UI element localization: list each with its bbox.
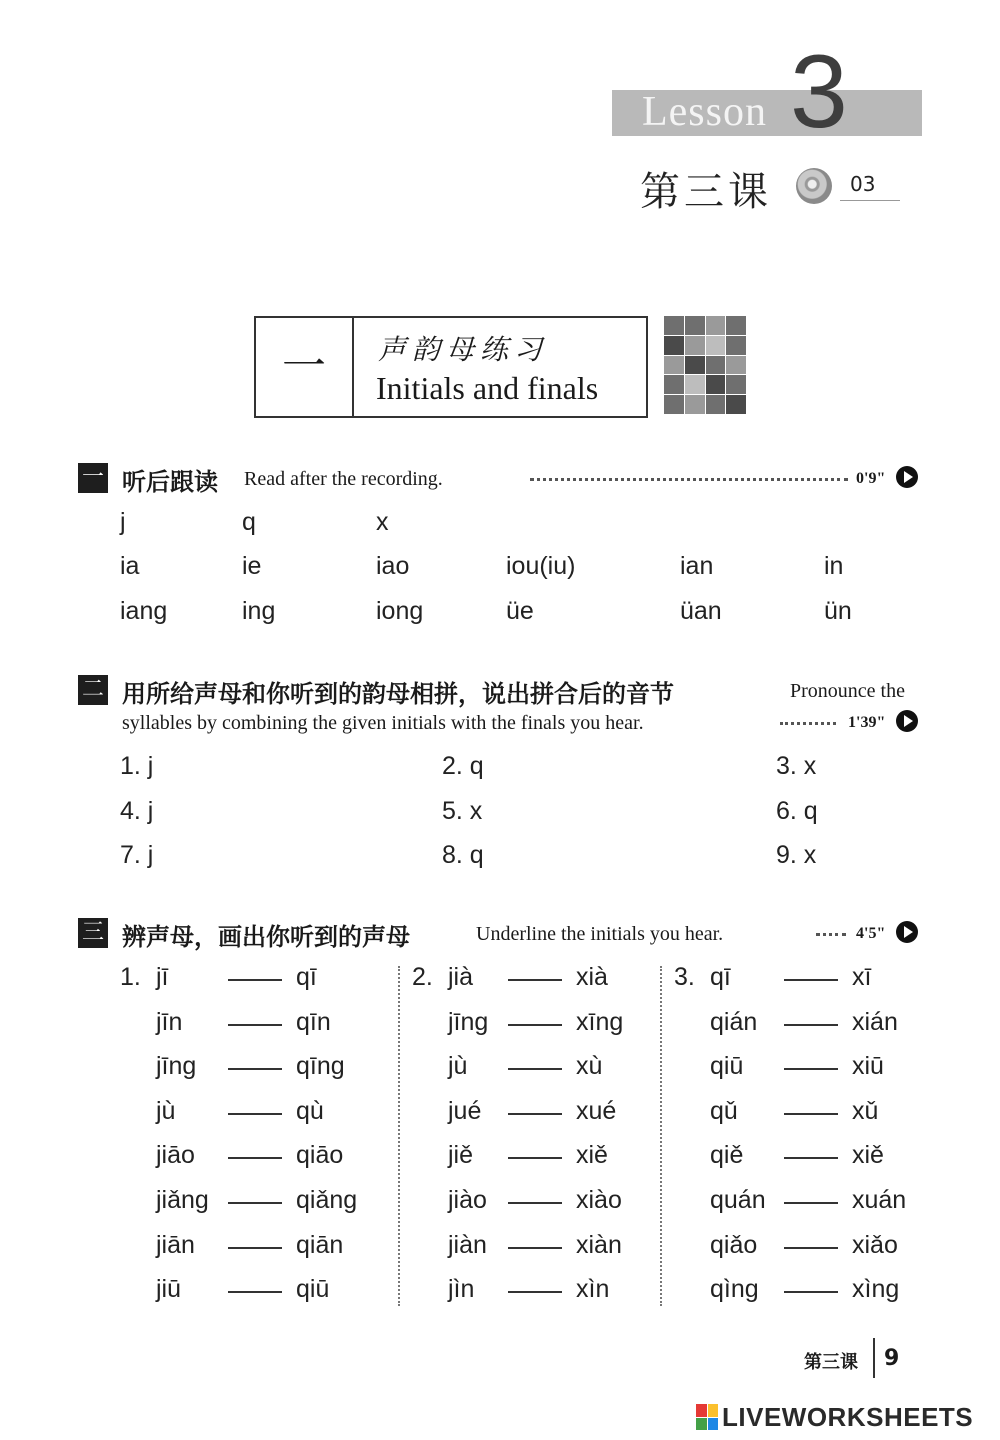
ex3-dash xyxy=(508,1291,562,1293)
ex2-item: 5. x xyxy=(442,797,483,825)
ex3-option-b: xiǎo xyxy=(852,1231,898,1259)
ex3-dash xyxy=(228,1113,282,1115)
ex3-dash xyxy=(228,1291,282,1293)
ex3-dash xyxy=(228,1247,282,1249)
ex3-option-b: xù xyxy=(576,1052,603,1080)
ex3-option-b: xué xyxy=(576,1097,617,1125)
ex1-sound: üan xyxy=(680,597,722,625)
audio-disc-icon xyxy=(796,168,832,204)
ex3-dash xyxy=(508,979,562,981)
ex3-option-a: jiǎng xyxy=(156,1186,209,1214)
footer-divider xyxy=(873,1338,875,1378)
ex3-option-a: jiào xyxy=(448,1186,487,1214)
ex1-sound: in xyxy=(824,552,844,580)
ex1-sound: iao xyxy=(376,552,410,580)
ex3-option-b: xǔ xyxy=(852,1097,879,1125)
ex3-option-b: xiū xyxy=(852,1052,884,1080)
ex3-option-b: xī xyxy=(852,963,872,991)
ex3-option-a: qián xyxy=(710,1008,758,1036)
ex2-item: 3. x xyxy=(776,752,817,780)
ex3-option-b: xiào xyxy=(576,1186,622,1214)
page-number: 9 xyxy=(884,1346,900,1371)
ex3-group-label: 2. xyxy=(412,963,433,991)
ex1-sound: ian xyxy=(680,552,714,580)
ex3-dash xyxy=(508,1157,562,1159)
ex2-title-cn: 用所给声母和你听到的韵母相拼，说出拼合后的音节 xyxy=(122,679,674,708)
ex2-item: 2. q xyxy=(442,752,484,780)
section-number: 一 xyxy=(282,341,326,392)
ex1-sound: x xyxy=(376,508,389,536)
ex1-sound: j xyxy=(120,508,126,536)
ex3-option-a: qī xyxy=(710,963,731,991)
ex2-title-en-1: Pronounce the xyxy=(790,680,905,702)
ex3-dash xyxy=(508,1113,562,1115)
lesson-title-cn: 第三课 xyxy=(640,169,772,215)
ex1-sound: ia xyxy=(120,552,140,580)
ex3-option-a: qìng xyxy=(710,1275,759,1303)
footer-lesson: 第三课 xyxy=(804,1352,858,1373)
ex3-dash xyxy=(784,1157,838,1159)
ex3-dash xyxy=(508,1202,562,1204)
ex3-option-b: xìng xyxy=(852,1275,900,1303)
ex3-dotted-leader xyxy=(816,933,846,936)
ex3-dash xyxy=(784,1113,838,1115)
ex3-dash xyxy=(228,1157,282,1159)
ex3-option-b: xìn xyxy=(576,1275,610,1303)
ex3-dash xyxy=(784,1247,838,1249)
ex3-option-a: jiān xyxy=(156,1231,195,1259)
ex3-option-b: qī xyxy=(296,963,317,991)
ex3-group-label: 3. xyxy=(674,963,695,991)
ex3-separator-1 xyxy=(398,966,400,1306)
ex3-dash xyxy=(784,1068,838,1070)
ex3-separator-2 xyxy=(660,966,662,1306)
ex3-option-a: jìn xyxy=(448,1275,475,1303)
ex2-item: 4. j xyxy=(120,797,154,825)
ex3-time: 4'5" xyxy=(856,925,886,942)
mosaic-tiles-icon xyxy=(664,316,746,414)
ex1-sound: üe xyxy=(506,597,534,625)
ex1-sound: iang xyxy=(120,597,168,625)
ex2-item: 1. j xyxy=(120,752,154,780)
ex3-dash xyxy=(784,979,838,981)
ex1-sound: q xyxy=(242,508,256,536)
ex1-title-en: Read after the recording. xyxy=(244,468,443,490)
ex3-dash xyxy=(228,1024,282,1026)
ex3-option-a: jué xyxy=(448,1097,482,1125)
ex3-option-b: qīng xyxy=(296,1052,345,1080)
ex3-option-a: jù xyxy=(448,1052,468,1080)
section-title-cn: 声韵母练习 xyxy=(378,333,549,366)
ex3-option-b: xuán xyxy=(852,1186,907,1214)
ex1-play-icon[interactable] xyxy=(896,466,918,488)
ex3-option-a: quán xyxy=(710,1186,766,1214)
ex1-sound: iou(iu) xyxy=(506,552,576,580)
ex1-dotted-leader xyxy=(530,478,848,481)
liveworksheets-watermark: LIVEWORKSHEETS xyxy=(722,1402,974,1432)
ex3-option-b: qù xyxy=(296,1097,324,1125)
ex2-badge: 二 xyxy=(78,675,108,705)
ex3-dash xyxy=(508,1247,562,1249)
ex3-dash xyxy=(784,1024,838,1026)
ex2-item: 7. j xyxy=(120,841,154,869)
ex3-option-b: xiàn xyxy=(576,1231,622,1259)
ex3-option-b: qiān xyxy=(296,1231,344,1259)
section-title-en: Initials and finals xyxy=(376,370,599,406)
ex3-dash xyxy=(508,1068,562,1070)
liveworksheets-logo-icon xyxy=(696,1404,718,1430)
ex3-option-a: jiě xyxy=(448,1141,474,1169)
ex3-option-b: qiū xyxy=(296,1275,330,1303)
ex1-sound: ing xyxy=(242,597,276,625)
ex3-option-b: xiě xyxy=(852,1141,884,1169)
ex2-item: 6. q xyxy=(776,797,818,825)
lesson-word: Lesson xyxy=(642,89,767,135)
ex3-option-a: jīng xyxy=(448,1008,489,1036)
ex1-sound: ün xyxy=(824,597,852,625)
ex3-play-icon[interactable] xyxy=(896,921,918,943)
ex3-dash xyxy=(784,1202,838,1204)
ex2-dotted-leader xyxy=(780,722,836,725)
ex3-dash xyxy=(228,1202,282,1204)
lesson-number: 3 xyxy=(790,34,848,150)
ex3-option-a: qiě xyxy=(710,1141,744,1169)
ex3-option-a: jiū xyxy=(156,1275,182,1303)
ex3-option-b: qiǎng xyxy=(296,1186,358,1214)
ex3-option-b: xián xyxy=(852,1008,898,1036)
ex3-badge: 三 xyxy=(78,918,108,948)
ex2-play-icon[interactable] xyxy=(896,710,918,732)
ex3-title-cn: 辨声母，画出你听到的声母 xyxy=(122,922,410,951)
ex2-time: 1'39" xyxy=(848,714,886,731)
ex3-option-a: jīn xyxy=(156,1008,183,1036)
ex2-title-en-2: syllables by combining the given initials with the finals you hear. xyxy=(122,712,644,734)
ex1-sound: ie xyxy=(242,552,262,580)
ex3-option-a: qǔ xyxy=(710,1097,738,1125)
ex3-option-a: jià xyxy=(448,963,474,991)
ex3-dash xyxy=(784,1291,838,1293)
ex3-option-a: qiū xyxy=(710,1052,744,1080)
ex3-option-b: xià xyxy=(576,963,608,991)
ex3-group-label: 1. xyxy=(120,963,141,991)
ex3-option-b: qiāo xyxy=(296,1141,344,1169)
ex3-option-a: qiǎo xyxy=(710,1231,758,1259)
ex3-option-a: jiàn xyxy=(448,1231,487,1259)
ex3-option-b: qīn xyxy=(296,1008,331,1036)
track-number: 03 xyxy=(850,172,876,196)
ex3-title-en: Underline the initials you hear. xyxy=(476,923,724,945)
ex3-option-a: jù xyxy=(156,1097,176,1125)
ex3-dash xyxy=(228,979,282,981)
ex1-time: 0'9" xyxy=(856,470,886,487)
ex3-option-a: jīng xyxy=(156,1052,197,1080)
ex2-item: 8. q xyxy=(442,841,484,869)
ex3-option-a: jī xyxy=(156,963,169,991)
ex2-item: 9. x xyxy=(776,841,817,869)
ex3-option-b: xiě xyxy=(576,1141,608,1169)
ex1-badge: 一 xyxy=(78,463,108,493)
ex3-dash xyxy=(508,1024,562,1026)
ex1-title-cn: 听后跟读 xyxy=(122,467,218,496)
ex3-option-b: xīng xyxy=(576,1008,624,1036)
track-underline xyxy=(840,200,900,201)
ex3-option-a: jiāo xyxy=(156,1141,195,1169)
ex1-sound: iong xyxy=(376,597,424,625)
ex3-dash xyxy=(228,1068,282,1070)
